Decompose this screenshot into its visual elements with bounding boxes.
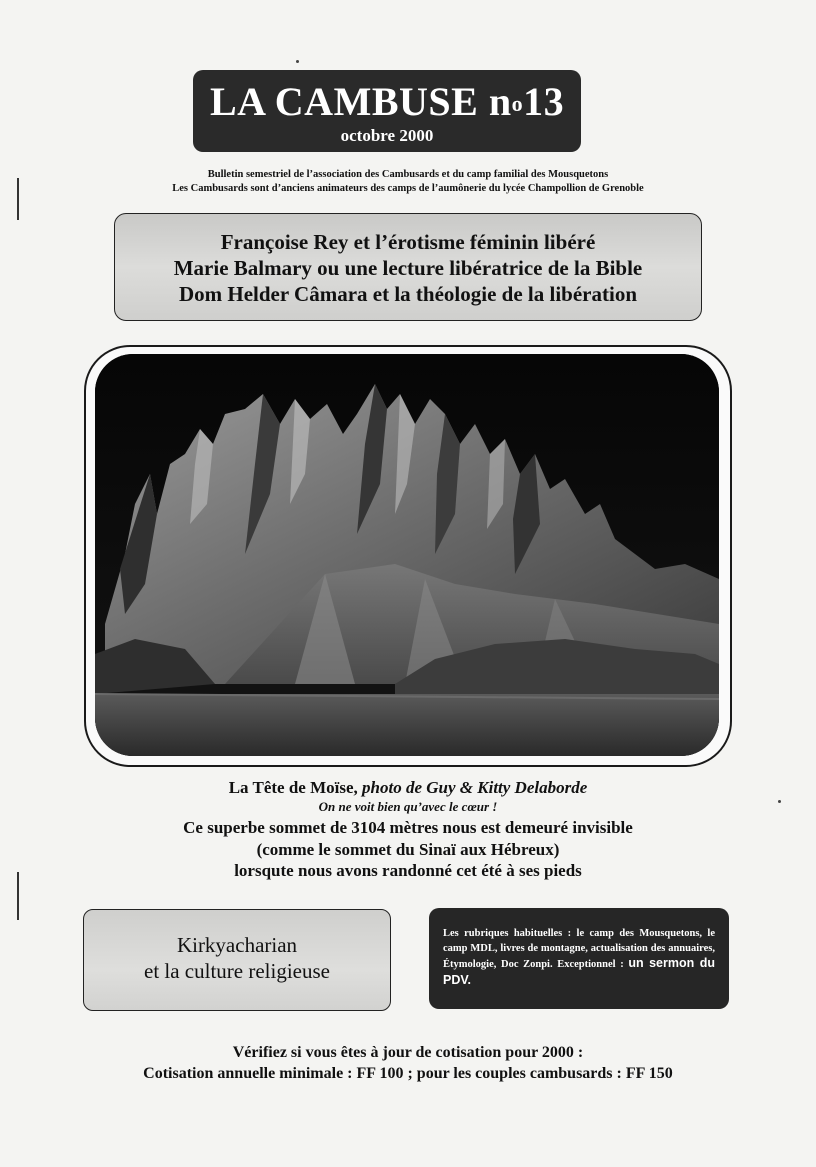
rubriques-text: Les rubriques habituelles : le camp des Mousquetons, le camp MDL, livres de montagne, actualisation des annuaires, Étymologie, Doc Zonpi. Exceptionnel : un sermon du PDV. (443, 928, 715, 987)
feature-title: Kirkyacharian et la culture religieuse (144, 933, 330, 983)
headline: Dom Helder Câmara et la théologie de la libération (178, 282, 638, 306)
mountain-photo (95, 354, 719, 756)
masthead (193, 70, 581, 152)
photo-caption-line: Ce superbe sommet de 3104 mètres nous est demeuré invisible (183, 818, 633, 837)
subtitle-line: Les Cambusards sont d’anciens animateurs des camps de l’aumônerie du lycée Champollion de Grenoble (172, 183, 644, 194)
bulletin-title: LA CAMBUSE $n^o13$ (209, 79, 565, 124)
feature-box (83, 909, 391, 1011)
scan-mark (17, 178, 19, 220)
photo-caption-line: lorsqute nous avons randonné cet été à ses pieds (234, 861, 582, 880)
photo-caption-title: La Tête de Moïse, photo de Guy & Kitty Delaborde (228, 778, 588, 797)
cotisation-notice: Vérifiez si vous êtes à jour de cotisation pour 2000 : (232, 1044, 584, 1061)
headline: Françoise Rey et l’érotisme féminin libéré (220, 230, 596, 254)
subtitle-line: Bulletin semestriel de l’association des Cambusards et du camp familial des Mousquetons (207, 169, 609, 180)
cotisation-amounts: Cotisation annuelle minimale : FF 100 ; pour les couples cambusards : FF 150 (143, 1065, 673, 1082)
photo-caption-quote: On ne voit bien qu’avec le cœur ! (318, 799, 498, 814)
rubriques-highlight: un sermon du PDV. (443, 956, 715, 987)
scan-dot (296, 60, 299, 63)
scan-mark (17, 872, 19, 920)
photo-caption-line: (comme le sommet du Sinaï aux Hébreux) (256, 840, 560, 859)
rubriques-box (429, 908, 729, 1009)
scan-dot (778, 800, 781, 803)
headline: Marie Balmary ou une lecture libératrice de la Bible (173, 256, 643, 280)
issue-date: octobre 2000 (340, 126, 434, 145)
headlines-box (114, 213, 702, 321)
